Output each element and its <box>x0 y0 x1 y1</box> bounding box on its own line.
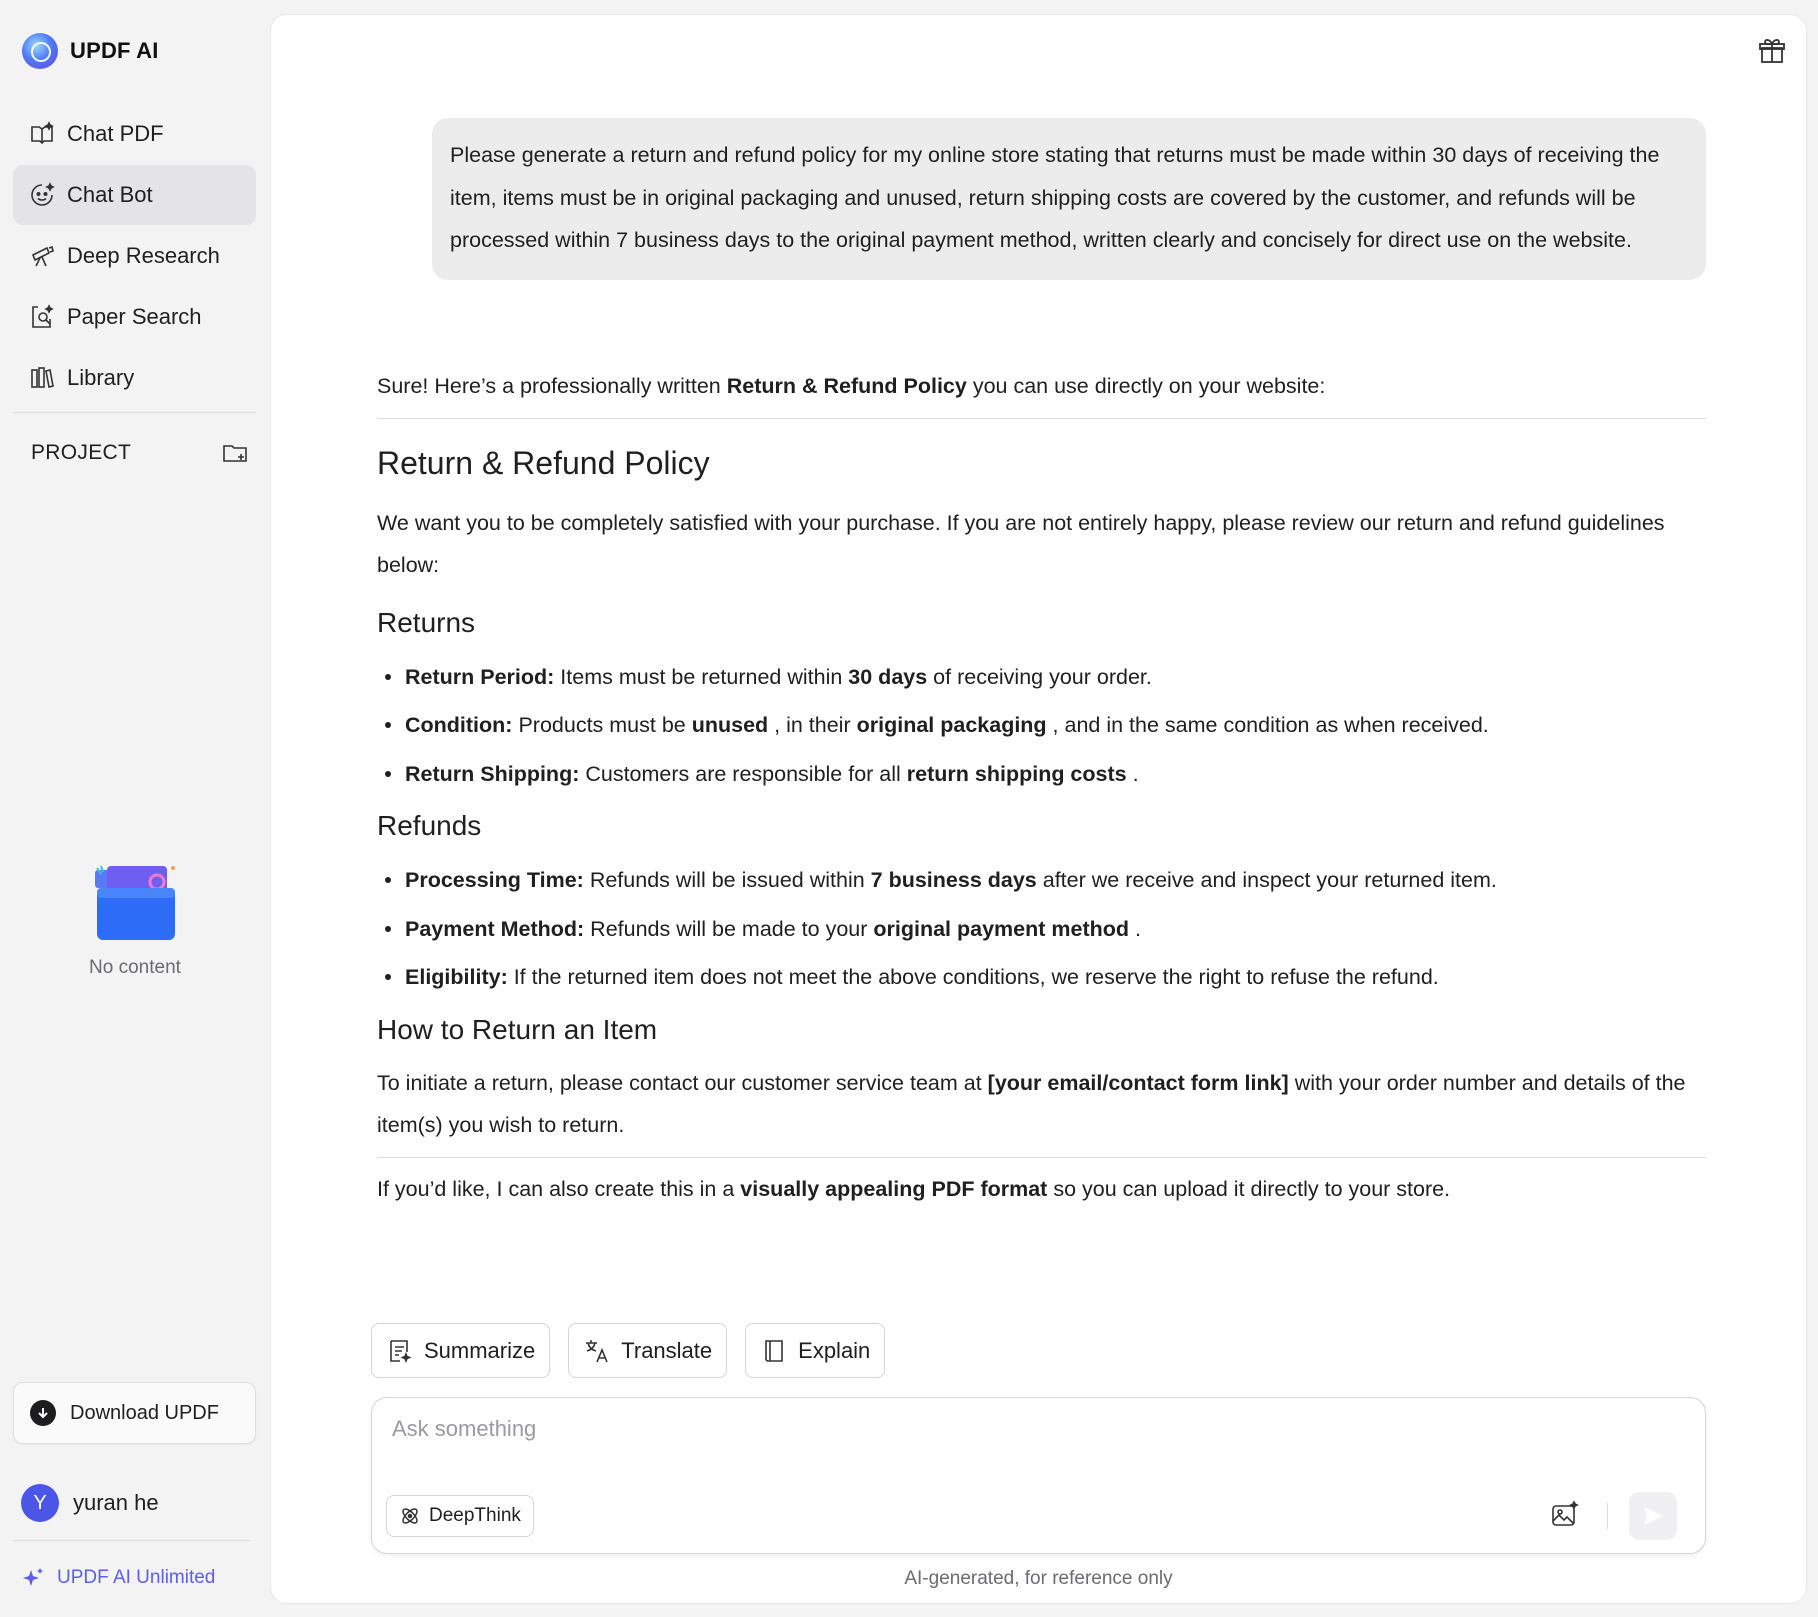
empty-folder-icon <box>87 862 183 944</box>
translate-label: Translate <box>621 1337 713 1363</box>
composer-separator <box>1607 1503 1608 1529</box>
send-button[interactable] <box>1629 1492 1677 1540</box>
refunds-list <box>377 856 1706 1002</box>
sparkle-icon <box>21 1566 45 1590</box>
atom-icon <box>399 1505 421 1527</box>
answer-intro: Sure! Here’s a professionally written Return & Refund Policy you can use directly on your website: <box>377 374 1326 398</box>
sidebar-nav <box>13 104 256 409</box>
download-updf-button[interactable] <box>13 1382 256 1444</box>
sidebar <box>0 0 270 1617</box>
sidebar-item-chat-pdf[interactable] <box>13 104 256 164</box>
deepthink-label: DeepThink <box>429 1505 521 1526</box>
howto-heading: How to Return an Item <box>377 1013 658 1045</box>
updf-logo-icon <box>22 33 58 69</box>
explain-button[interactable] <box>745 1323 885 1378</box>
translate-button[interactable] <box>568 1323 727 1378</box>
sidebar-divider <box>13 1540 250 1541</box>
summarize-label: Summarize <box>424 1337 536 1363</box>
avatar: Y <box>21 1484 59 1522</box>
sidebar-item-chat-bot[interactable] <box>13 165 256 225</box>
telescope-icon <box>29 243 55 269</box>
user-message-bubble: Please generate a return and refund policy for my online store stating that returns must be made within 30 days of receiving the item, items must be in original packaging and unused, return shipping costs are covered by the customer, and refunds will be processed within 7 business days to the original payment method, written clearly and concisely for direct use on the website. <box>432 118 1706 280</box>
quick-actions <box>371 1323 885 1378</box>
ai-disclaimer: AI-generated, for reference only <box>904 1568 1173 1589</box>
summarize-icon <box>386 1337 414 1365</box>
list-item: Return Shipping: Customers are responsible for all return shipping costs . <box>377 750 1706 799</box>
returns-list <box>377 653 1706 799</box>
answer-divider <box>377 418 1706 419</box>
new-folder-icon[interactable] <box>221 439 249 467</box>
policy-lead: We want you to be completely satisfied with your purchase. If you are not entirely happy, please review our return and refund guidelines below: <box>377 510 1665 577</box>
library-icon <box>29 365 55 391</box>
download-label: Download UPDF <box>70 1401 219 1424</box>
list-item: Payment Method: Refunds will be made to your original payment method . <box>377 905 1706 954</box>
project-empty-state <box>70 862 200 979</box>
empty-state-text: No content <box>89 957 181 978</box>
translate-icon <box>583 1337 611 1365</box>
brand-name: UPDF AI <box>70 38 159 63</box>
answer-divider <box>377 1157 1706 1158</box>
sidebar-item-paper-search[interactable] <box>13 287 256 347</box>
answer-outro: If you’d like, I can also create this in a visually appealing PDF format so you can upload it directly to your store. <box>377 1176 1451 1201</box>
list-item: Processing Time: Refunds will be issued within 7 business days after we receive and inspect your returned item. <box>377 856 1706 905</box>
image-upload-icon[interactable] <box>1550 1500 1580 1530</box>
paper-search-icon <box>29 304 55 330</box>
list-item: Eligibility: If the returned item does not meet the above conditions, we reserve the right to refuse the refund. <box>377 953 1706 1002</box>
sidebar-divider <box>13 412 256 413</box>
brand[interactable] <box>22 33 159 69</box>
sidebar-item-label: Paper Search <box>67 304 202 329</box>
user-profile[interactable] <box>21 1483 159 1523</box>
deepthink-toggle[interactable] <box>386 1495 534 1537</box>
policy-title: Return & Refund Policy <box>377 444 710 481</box>
list-item: Return Period: Items must be returned within 30 days of receiving your order. <box>377 653 1706 702</box>
gift-icon[interactable] <box>1756 35 1788 67</box>
bot-icon <box>29 182 55 208</box>
send-icon <box>1641 1504 1665 1528</box>
sidebar-item-deep-research[interactable] <box>13 226 256 286</box>
summarize-button[interactable] <box>371 1323 550 1378</box>
download-icon <box>30 1400 56 1426</box>
composer <box>371 1397 1706 1554</box>
sidebar-item-label: Library <box>67 365 135 390</box>
list-item: Condition: Products must be unused , in their original packaging , and in the same condition as when received. <box>377 701 1706 750</box>
project-header <box>31 436 249 470</box>
howto-text: To initiate a return, please contact our customer service team at [your email/contact form link] with your order number and details of the item(s) you wish to return. <box>377 1070 1686 1137</box>
sidebar-item-label: Deep Research <box>67 243 220 268</box>
sidebar-item-label: Chat PDF <box>67 121 164 146</box>
refunds-heading: Refunds <box>377 810 482 841</box>
chat-panel <box>271 15 1806 1603</box>
book-icon <box>760 1337 788 1365</box>
upgrade-label: UPDF AI Unlimited <box>57 1567 216 1588</box>
explain-label: Explain <box>798 1337 871 1363</box>
ask-input[interactable] <box>392 1416 1682 1466</box>
upgrade-link[interactable] <box>21 1564 215 1592</box>
sidebar-item-library[interactable] <box>13 348 256 408</box>
ai-answer <box>377 365 1706 1210</box>
returns-heading: Returns <box>377 606 476 638</box>
book-sparkle-icon <box>29 121 55 147</box>
sidebar-item-label: Chat Bot <box>67 182 153 207</box>
project-label: PROJECT <box>31 441 132 464</box>
user-name: yuran he <box>73 1490 159 1515</box>
